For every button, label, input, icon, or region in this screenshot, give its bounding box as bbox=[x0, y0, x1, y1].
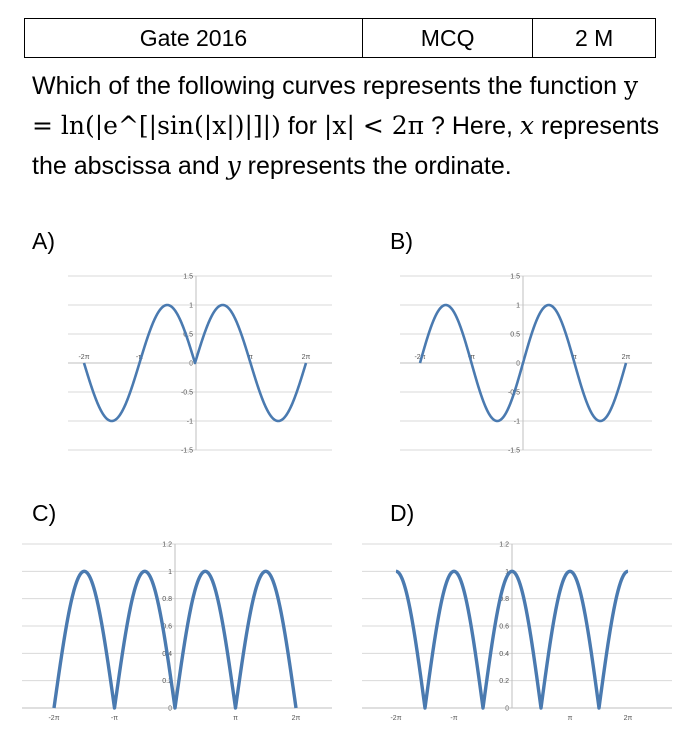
question-header-table bbox=[24, 18, 656, 58]
y-tick-label: 0 bbox=[516, 360, 520, 368]
y-tick-label: 1 bbox=[505, 568, 509, 576]
y-tick-label: 1 bbox=[516, 302, 520, 310]
function-expression: y = ln(|e^[|sin(|x|)|]|) bbox=[32, 71, 639, 140]
question-type-cell: MCQ bbox=[362, 19, 532, 58]
y-tick-label: 1 bbox=[168, 568, 172, 576]
y-tick-label: 0.2 bbox=[162, 678, 172, 686]
question-text-4: represents the abscissa and bbox=[32, 112, 660, 180]
x-tick-label: π bbox=[572, 354, 577, 361]
y-tick-label: 0.5 bbox=[183, 331, 193, 339]
y-tick-label: 0.5 bbox=[510, 331, 520, 339]
x-tick-label: -2π bbox=[414, 354, 426, 361]
x-tick-label: -π bbox=[467, 354, 476, 361]
y-tick-label: -1 bbox=[513, 418, 520, 426]
question-text-2: for bbox=[287, 112, 317, 140]
y-tick-label: 0.8 bbox=[162, 596, 172, 604]
x-tick-label: 2π bbox=[301, 354, 311, 361]
var-y: y bbox=[226, 151, 241, 180]
y-tick-label: 0.6 bbox=[499, 623, 509, 631]
x-tick-label: 2π bbox=[623, 715, 633, 722]
y-tick-label: 0.8 bbox=[499, 596, 509, 604]
y-tick-label: 1.5 bbox=[183, 273, 193, 281]
y-tick-label: 1.5 bbox=[510, 273, 520, 281]
option-c-label[interactable]: C) bbox=[32, 500, 57, 526]
question-text bbox=[32, 66, 662, 186]
x-tick-label: -2π bbox=[78, 354, 90, 361]
x-tick-label: 2π bbox=[291, 715, 301, 722]
x-tick-label: -π bbox=[135, 354, 144, 361]
option-a-label[interactable]: A) bbox=[32, 228, 55, 254]
option-d-label[interactable]: D) bbox=[390, 500, 415, 526]
question-text-1: Which of the following curves represents the function bbox=[32, 72, 618, 100]
question-text-5: represents the ordinate. bbox=[247, 152, 512, 180]
y-tick-label: -0.5 bbox=[507, 389, 520, 397]
marks-cell: 2 M bbox=[533, 19, 656, 58]
x-tick-label: π bbox=[567, 715, 573, 722]
y-tick-label: -1.5 bbox=[180, 447, 193, 455]
y-tick-label: 1 bbox=[189, 302, 193, 310]
y-tick-label: 0.6 bbox=[162, 623, 172, 631]
x-tick-label: π bbox=[248, 354, 253, 361]
option-b-label[interactable]: B) bbox=[390, 228, 413, 254]
y-tick-label: 0 bbox=[189, 360, 193, 368]
y-tick-label: -1.5 bbox=[507, 447, 520, 455]
x-tick-label: π bbox=[233, 715, 238, 722]
y-tick-label: 0 bbox=[168, 705, 172, 713]
exam-cell: Gate 2016 bbox=[25, 19, 363, 58]
y-tick-label: 1.2 bbox=[162, 541, 172, 549]
chart-option-b bbox=[392, 268, 660, 458]
y-tick-label: -1 bbox=[186, 418, 193, 426]
chart-option-c bbox=[22, 536, 332, 726]
x-tick-label: -2π bbox=[48, 715, 60, 722]
x-tick-label: -2π bbox=[390, 715, 402, 722]
y-tick-label: 0.4 bbox=[499, 650, 509, 658]
domain-condition: |x| < 2π bbox=[323, 111, 425, 140]
y-tick-label: 0.4 bbox=[162, 650, 172, 658]
y-tick-label: 1.2 bbox=[499, 541, 509, 549]
x-tick-label: 2π bbox=[621, 354, 631, 361]
x-tick-label: -π bbox=[450, 715, 458, 722]
y-tick-label: 0.2 bbox=[499, 678, 509, 686]
var-x: x bbox=[519, 111, 535, 140]
y-tick-label: -0.5 bbox=[180, 389, 193, 397]
question-text-3: ? Here, bbox=[431, 112, 513, 140]
chart-option-a bbox=[60, 268, 340, 458]
y-tick-label: 0 bbox=[505, 705, 509, 713]
x-tick-label: -π bbox=[110, 715, 119, 722]
chart-option-d bbox=[362, 536, 672, 726]
